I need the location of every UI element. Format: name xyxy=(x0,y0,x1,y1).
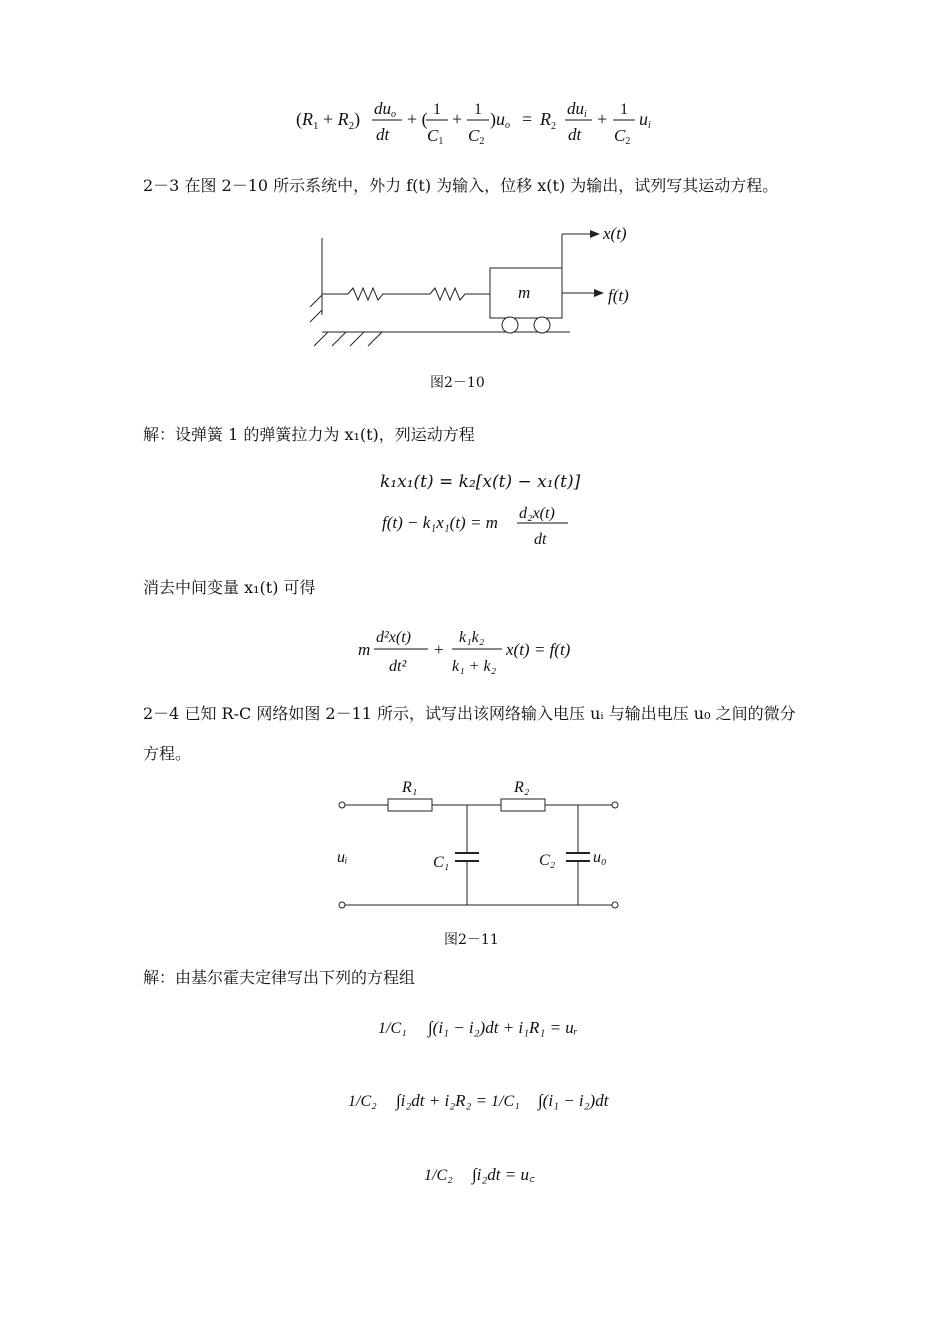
eq3-body: ∫i₂dt = u꜀ xyxy=(472,1165,535,1184)
final-num1: d²x(t) xyxy=(376,629,411,646)
figure-2-10 xyxy=(300,220,660,355)
final-m: m xyxy=(358,640,371,659)
equals: = xyxy=(522,109,533,129)
solution-2-3-eq1: k₁x₁(t) = k₂[x(t) − x₁(t)] xyxy=(380,472,581,492)
frac5-num: 1 xyxy=(620,101,628,118)
eliminate-text: 消去中间变量 x₁(t) 可得 xyxy=(143,578,316,597)
resistor-r2 xyxy=(501,799,545,811)
label-r2: R₂ xyxy=(514,779,530,796)
eq2-lhs: f(t) − k₁x₁(t) = m xyxy=(382,513,498,532)
plus-3: + xyxy=(597,109,608,129)
rhs-ui: ui xyxy=(639,109,651,131)
frac2-num: 1 xyxy=(433,101,441,118)
mass-label: m xyxy=(518,283,531,302)
frac1-den: dt xyxy=(376,125,390,144)
figure-2-10-caption: 图2－10 xyxy=(430,375,485,391)
springs xyxy=(322,288,490,300)
ground-hatching xyxy=(314,332,382,346)
kirchhoff-eq2 xyxy=(346,1076,626,1130)
frac2-den: C1 xyxy=(427,126,444,147)
arrow-output xyxy=(590,230,600,238)
frac3-den: C2 xyxy=(468,126,485,147)
eq2-body1: ∫i₂dt + i₂R₂ = xyxy=(396,1091,488,1110)
frac3-num: 1 xyxy=(474,101,482,118)
plus-2: + xyxy=(452,109,463,129)
problem-2-4-line1: 2－4 已知 R-C 网络如图 2－11 所示，试写出该网络输入电压 uᵢ 与输出电压 u₀ 之间的微分 xyxy=(143,704,796,723)
final-den2: k₁ + k₂ xyxy=(452,658,497,675)
final-plus: + xyxy=(434,640,444,659)
label-c1: C₁ xyxy=(433,854,450,871)
eq2-body2: ∫(i₁ − i₂)dt xyxy=(538,1091,609,1110)
uo-term: )uo xyxy=(490,109,510,131)
figure-2-11-caption: 图2－11 xyxy=(444,932,499,948)
final-num2: k₁k₂ xyxy=(459,629,485,646)
label-c2: C₂ xyxy=(539,852,556,869)
input-label: f(t) xyxy=(608,286,629,305)
eq3-frac: 1/C₂ xyxy=(424,1167,453,1184)
eq2-frac2: 1/C₁ xyxy=(491,1093,520,1110)
wheel-left xyxy=(502,317,518,333)
solution-2-4-intro: 解：由基尔霍夫定律写出下列的方程组 xyxy=(143,968,416,987)
final-rhs: x(t) = f(t) xyxy=(506,640,571,659)
plus-1: + ( xyxy=(407,109,428,129)
wall-hatching xyxy=(310,295,322,322)
solution-2-3-intro: 解：设弹簧 1 的弹簧拉力为 x₁(t)，列运动方程 xyxy=(143,425,475,444)
kirchhoff-eq3 xyxy=(422,1150,582,1204)
problem-2-4-line2: 方程。 xyxy=(143,744,192,763)
eq-lhs-r1r2: $(R_1 + R_2)$ xyxy=(296,109,361,132)
top-equation xyxy=(290,95,670,155)
output-label: x(t) xyxy=(603,224,627,243)
eq2-frac: 1/C₂ xyxy=(348,1093,377,1110)
rhs-r2: $R_2$ xyxy=(540,109,556,132)
label-r1: R₁ xyxy=(402,779,418,796)
frac4-num: dui xyxy=(567,99,587,120)
final-den1: dt² xyxy=(389,658,407,675)
resistor-r1 xyxy=(388,799,432,811)
eq1-body: ∫(i₁ − i₂)dt + i₁R₁ = uᵣ xyxy=(428,1018,578,1037)
eq2-den: dt xyxy=(534,531,547,548)
frac1-num: duo xyxy=(374,99,396,120)
frac5-den: C2 xyxy=(614,126,631,147)
problem-2-3-text: 2－3 在图 2－10 所示系统中，外力 f(t) 为输入，位移 x(t) 为输出，试列写其运动方程。 xyxy=(143,176,779,195)
label-ui: uᵢ xyxy=(337,849,348,866)
figure-2-11 xyxy=(330,772,630,912)
wheel-right xyxy=(534,317,550,333)
eq2-num: d₂x(t) xyxy=(519,505,555,522)
kirchhoff-eq1 xyxy=(376,1000,616,1054)
final-equation xyxy=(356,622,606,680)
solution-2-3-eq2 xyxy=(380,500,610,552)
eq1-frac: 1/C₁ xyxy=(378,1020,407,1037)
label-uo: u₀ xyxy=(593,849,607,866)
arrow-input xyxy=(594,289,604,297)
frac4-den: dt xyxy=(568,125,582,144)
